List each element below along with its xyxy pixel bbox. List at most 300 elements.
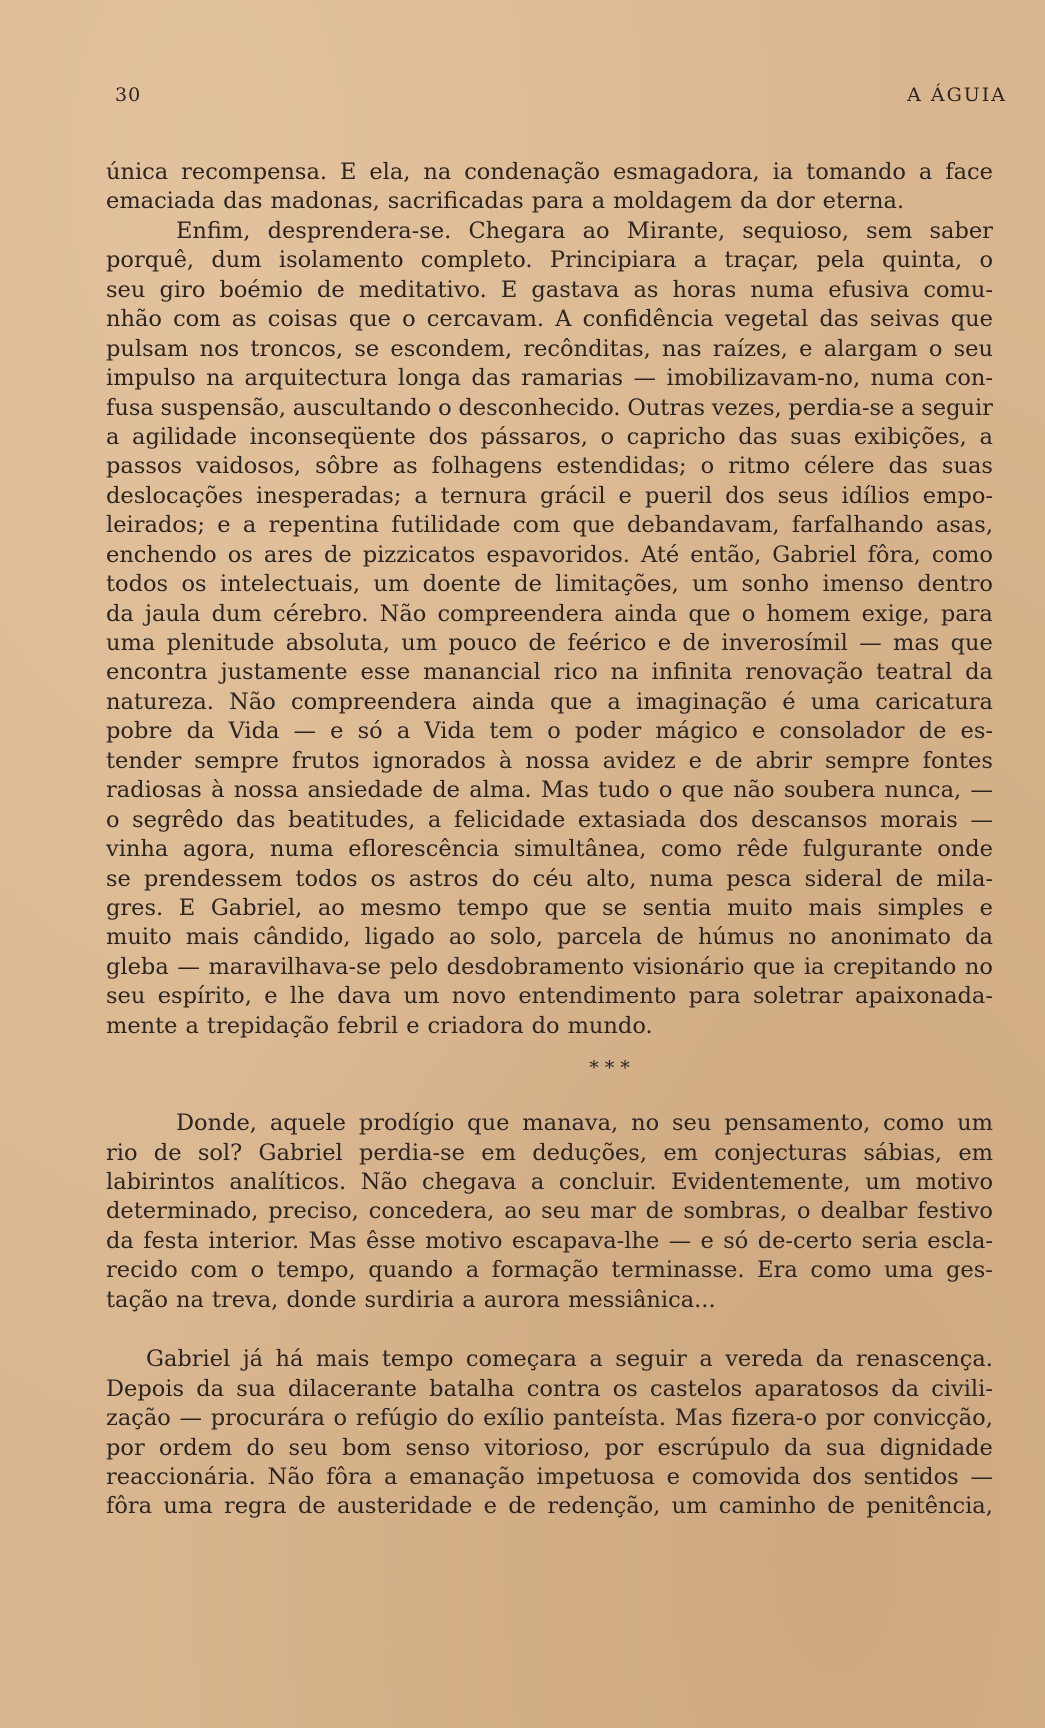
- word: simples: [877, 894, 965, 921]
- text-line: [106, 629, 993, 658]
- word: tudo: [598, 777, 650, 804]
- word: leirados;: [106, 512, 205, 539]
- word: do: [491, 865, 520, 892]
- word: em: [663, 1139, 698, 1166]
- word: mar: [590, 1198, 636, 1225]
- word: das: [236, 806, 276, 833]
- word: a: [979, 423, 993, 450]
- word: a: [414, 482, 428, 509]
- word: os: [612, 1375, 638, 1402]
- word: comovida: [691, 1463, 801, 1490]
- word: confidência: [582, 306, 714, 333]
- text-line: [106, 835, 993, 864]
- word: imobilizavam-no,: [666, 365, 861, 392]
- text-line: [106, 511, 993, 540]
- word: escla-: [927, 1227, 993, 1254]
- word: um: [671, 1493, 708, 1520]
- word: já: [242, 1346, 264, 1373]
- word: abrir: [755, 747, 813, 774]
- word: o: [547, 718, 561, 745]
- word: nunca,: [884, 777, 962, 804]
- word: e: [618, 482, 632, 509]
- word: com: [190, 1257, 238, 1284]
- word: pueril: [644, 482, 713, 509]
- word: Mas: [308, 1227, 357, 1254]
- word: vitorioso,: [484, 1434, 591, 1461]
- word: treva,: [211, 1286, 279, 1313]
- word: caminho: [718, 1493, 816, 1520]
- word: E: [500, 276, 518, 303]
- word: numa: [649, 865, 714, 892]
- word: de: [316, 276, 345, 303]
- word: um: [865, 1169, 902, 1195]
- word: as: [392, 453, 418, 480]
- word: tempo: [381, 1346, 454, 1373]
- running-head: A ÁGUIA: [907, 84, 1007, 106]
- word: ela,: [369, 159, 411, 185]
- word: nossa: [525, 747, 590, 774]
- word: zação: [106, 1405, 171, 1432]
- word: como: [810, 1257, 872, 1284]
- word: asas,: [935, 512, 993, 539]
- word: dos: [698, 806, 739, 833]
- word: maravilhava-se: [208, 953, 381, 980]
- word: das: [223, 188, 263, 215]
- word: da: [106, 1227, 134, 1254]
- word: grácil: [540, 482, 606, 509]
- word: que: [950, 306, 993, 333]
- word: contra: [526, 1375, 601, 1402]
- word: intelectuais,: [220, 571, 360, 598]
- word: sol?: [197, 1139, 243, 1166]
- word: da: [186, 718, 215, 745]
- word: agilidade: [132, 423, 237, 450]
- word: do: [446, 1405, 475, 1432]
- word: das: [888, 453, 928, 480]
- word: Gabriel,: [210, 894, 303, 921]
- word: Não: [229, 688, 276, 715]
- word: numa: [270, 836, 334, 863]
- word: à: [498, 747, 513, 774]
- text-line: [106, 246, 993, 275]
- word: pensamento,: [724, 1110, 871, 1137]
- word: emanação: [409, 1463, 525, 1490]
- word: escrúpulo: [657, 1434, 770, 1461]
- word: para: [531, 188, 584, 215]
- word: para: [688, 983, 741, 1010]
- paragraph-2: [106, 217, 993, 1041]
- word: e: [700, 1227, 714, 1254]
- word: Outras: [627, 394, 706, 421]
- word: natureza.: [106, 688, 214, 715]
- word: —: [970, 777, 993, 804]
- word: de: [297, 1493, 326, 1520]
- word: dor: [775, 188, 815, 215]
- text-line: [106, 1286, 993, 1315]
- word: descansos: [751, 806, 868, 833]
- text-line: [106, 923, 993, 952]
- word: consolador: [779, 718, 905, 745]
- word: preciso,: [268, 1198, 359, 1225]
- word: sacrificadas: [387, 188, 524, 215]
- word: es-: [960, 718, 993, 745]
- word: prendessem: [143, 865, 283, 892]
- word: nhão: [106, 306, 162, 333]
- word: castelos: [650, 1375, 743, 1402]
- word: analíticos.: [229, 1169, 347, 1195]
- word: exílio: [483, 1405, 545, 1432]
- word: os: [227, 541, 253, 568]
- word: absoluta,: [285, 630, 390, 656]
- word: suas: [941, 453, 993, 480]
- word: compreendera: [291, 688, 457, 715]
- word: mila-: [936, 865, 993, 892]
- word: tação: [106, 1286, 169, 1313]
- word: ges-: [946, 1257, 993, 1284]
- word: pela: [816, 247, 865, 274]
- word: da: [784, 1434, 812, 1461]
- word: ordem: [158, 1434, 233, 1461]
- word: —: [970, 806, 993, 833]
- word: A: [555, 306, 572, 333]
- word: renovação: [745, 659, 864, 686]
- word: caricatura: [875, 688, 993, 715]
- word: panteísta.: [552, 1405, 667, 1432]
- word: pássaros,: [480, 423, 588, 450]
- word: perdia-se: [359, 1139, 465, 1166]
- word: fôra,: [867, 541, 921, 568]
- word: debandavam,: [627, 512, 780, 539]
- word: e: [752, 718, 766, 745]
- text-line: [106, 1463, 993, 1492]
- word: em: [958, 1139, 993, 1166]
- word: no: [788, 924, 817, 951]
- word: o: [333, 1405, 348, 1432]
- word: pelo: [389, 953, 439, 980]
- word: que: [348, 306, 391, 333]
- word: rico: [553, 659, 598, 686]
- word: céu: [532, 865, 574, 892]
- word: alargam: [823, 335, 918, 362]
- word: muito: [106, 924, 172, 951]
- word: de: [918, 718, 947, 745]
- word: seu: [288, 1434, 328, 1461]
- word: as: [633, 276, 659, 303]
- word: gleba: [106, 953, 169, 980]
- word: sentia: [642, 894, 712, 921]
- word: o: [250, 1257, 265, 1284]
- word: a: [396, 718, 411, 745]
- word: felicidade: [453, 806, 566, 833]
- word: simultânea,: [513, 836, 647, 863]
- word: a: [589, 1346, 603, 1373]
- word: —: [859, 630, 882, 656]
- word: sentidos: [863, 1463, 959, 1490]
- word: os: [370, 865, 396, 892]
- text-line: [106, 187, 993, 216]
- body-text: [106, 158, 993, 1522]
- word: desdobramento: [446, 953, 625, 980]
- word: húmus: [697, 924, 775, 951]
- word: pouco: [448, 630, 517, 656]
- word: Principiara: [549, 247, 677, 274]
- word: vereda: [725, 1346, 804, 1373]
- word: estendidas;: [556, 453, 687, 480]
- word: da: [815, 1346, 844, 1373]
- word: a: [591, 188, 606, 215]
- word: na: [423, 159, 452, 185]
- word: sua: [826, 1434, 866, 1461]
- word: dos: [725, 482, 765, 509]
- word: ia: [803, 953, 825, 980]
- word: condenação: [464, 159, 601, 185]
- word: plenitude: [166, 630, 275, 656]
- word: idílios: [841, 482, 910, 509]
- word: e: [979, 894, 993, 921]
- word: horas: [672, 276, 737, 303]
- word: de: [714, 747, 743, 774]
- word: escondem,: [390, 335, 513, 362]
- word: Mas: [540, 777, 589, 804]
- text-line: [106, 452, 993, 481]
- word: austeridade: [336, 1493, 473, 1520]
- word: formação: [491, 1257, 599, 1284]
- text-line: [106, 364, 993, 393]
- word: gastava: [531, 276, 620, 303]
- word: mais: [808, 894, 862, 921]
- word: visionário: [632, 953, 745, 980]
- word: fontes: [922, 747, 993, 774]
- word: auscultando: [292, 394, 432, 421]
- word: terminasse.: [611, 1257, 745, 1284]
- word: compreendera: [437, 600, 604, 627]
- word: batalha: [429, 1375, 515, 1402]
- text-line: [106, 1375, 993, 1404]
- word: capricho: [626, 423, 726, 450]
- word: muito: [727, 894, 793, 921]
- word: das: [471, 365, 511, 392]
- word: festa: [143, 1227, 199, 1254]
- word: os: [181, 571, 207, 598]
- word: homem: [766, 600, 851, 627]
- word: espírito,: [157, 983, 252, 1010]
- word: jaula: [144, 600, 201, 627]
- word: a: [106, 423, 120, 450]
- word: êsse: [365, 1227, 416, 1254]
- word: Enfim,: [176, 217, 251, 244]
- word: farfalhando: [791, 512, 924, 539]
- word: é: [782, 688, 796, 715]
- word: e: [330, 718, 344, 745]
- word: trepidação: [206, 1012, 330, 1039]
- word: dignidade: [879, 1434, 993, 1461]
- word: vegetal: [724, 306, 809, 333]
- word: alma.: [469, 777, 532, 804]
- word: tender: [106, 747, 182, 774]
- word: Gabriel: [146, 1346, 231, 1373]
- word: exige,: [861, 600, 930, 627]
- word: Evidentemente,: [671, 1169, 851, 1195]
- word: um: [373, 571, 410, 598]
- word: um: [401, 630, 438, 656]
- text-line: [106, 688, 993, 717]
- word: a: [242, 512, 257, 539]
- text-line: [106, 1012, 993, 1041]
- word: meditativo.: [358, 276, 487, 303]
- text-line: [106, 894, 993, 923]
- word: esmagadora,: [612, 159, 760, 185]
- text-line: [106, 335, 993, 364]
- word: mente: [106, 1012, 178, 1039]
- word: das: [738, 423, 778, 450]
- word: de: [514, 571, 542, 598]
- word: e: [264, 983, 278, 1010]
- word: empo-: [922, 482, 993, 509]
- text-line: [106, 217, 993, 246]
- word: que: [753, 953, 796, 980]
- word: por: [604, 1434, 644, 1461]
- word: beatitudes,: [288, 806, 416, 833]
- word: seguir: [921, 394, 993, 421]
- word: cândido,: [253, 924, 351, 951]
- text-line: [106, 865, 993, 894]
- word: as: [231, 306, 257, 333]
- word: —: [177, 953, 200, 980]
- word: a: [530, 1169, 545, 1195]
- word: recônditas,: [523, 335, 651, 362]
- word: manava,: [522, 1110, 619, 1137]
- word: senso: [405, 1434, 470, 1461]
- word: começara: [465, 1346, 577, 1373]
- word: ainda: [471, 688, 535, 715]
- word: ternura: [440, 482, 528, 509]
- word: ao: [504, 1198, 532, 1225]
- word: deslocações: [106, 482, 244, 509]
- word: dos: [812, 1463, 852, 1490]
- word: motivo: [425, 1227, 503, 1254]
- word: giro: [159, 276, 206, 303]
- word: donde: [286, 1286, 357, 1313]
- text-line: [106, 806, 993, 835]
- word: espavoridos.: [486, 541, 630, 568]
- word: um: [957, 1110, 993, 1137]
- word: do: [246, 1434, 275, 1461]
- word: desconhecido.: [458, 394, 621, 421]
- word: boémio: [219, 276, 303, 303]
- word: nossa: [233, 777, 299, 804]
- word: emaciada: [106, 188, 216, 215]
- word: Não: [267, 1463, 315, 1490]
- word: entendimento: [518, 983, 677, 1010]
- paragraph-4: [106, 1345, 993, 1522]
- word: o: [928, 335, 943, 362]
- word: labirintos: [106, 1169, 215, 1195]
- word: e: [799, 335, 813, 362]
- word: nos: [199, 335, 240, 362]
- word: Não: [360, 1169, 408, 1195]
- word: regra: [223, 1493, 287, 1520]
- word: como: [883, 1110, 945, 1137]
- word: aquele: [269, 1110, 346, 1137]
- word: interior.: [208, 1227, 300, 1254]
- word: seu: [106, 983, 146, 1010]
- text-line: [106, 423, 993, 452]
- word: do: [531, 1012, 560, 1039]
- word: eflorescência: [348, 836, 500, 863]
- word: enchendo: [106, 541, 217, 568]
- word: agora,: [182, 836, 256, 863]
- word: como: [660, 836, 722, 863]
- word: con-: [944, 365, 993, 392]
- word: crepitando: [833, 953, 957, 980]
- word: que: [467, 1110, 510, 1137]
- page-number: 30: [115, 84, 142, 106]
- word: de: [508, 1493, 536, 1520]
- word: seu: [106, 276, 146, 303]
- word: justamente: [220, 659, 348, 686]
- word: —: [179, 1405, 203, 1432]
- word: mesmo: [360, 894, 442, 921]
- word: só: [357, 718, 383, 745]
- text-line: [106, 1168, 993, 1197]
- word: rio: [106, 1139, 138, 1166]
- word: ainda: [614, 600, 678, 627]
- text-line: [106, 305, 993, 334]
- word: fizera-o: [731, 1405, 817, 1432]
- word: da: [965, 659, 993, 686]
- word: onde: [937, 836, 993, 863]
- word: messiânica...: [568, 1286, 716, 1313]
- word: a: [901, 394, 915, 421]
- word: inverosímil: [721, 630, 848, 656]
- word: célere: [804, 453, 875, 480]
- word: ia: [772, 159, 794, 185]
- word: solo,: [489, 924, 543, 951]
- word: Mas: [674, 1405, 723, 1432]
- word: seu: [953, 335, 993, 362]
- word: de: [432, 777, 460, 804]
- word: recompensa.: [181, 159, 328, 185]
- word: porquê,: [106, 247, 195, 274]
- word: de: [323, 541, 352, 568]
- word: se: [106, 865, 131, 892]
- word: de-certo: [757, 1227, 853, 1254]
- word: por: [106, 1434, 145, 1461]
- word: o: [658, 777, 673, 804]
- text-line: [106, 658, 993, 687]
- word: quinta,: [881, 247, 963, 274]
- text-line: [106, 1404, 993, 1433]
- word: o: [438, 394, 452, 421]
- word: tempo,: [276, 1257, 356, 1284]
- word: a: [185, 1012, 199, 1039]
- word: tomando: [806, 159, 906, 185]
- word: sôbre: [315, 453, 379, 480]
- word: uma: [810, 688, 861, 715]
- word: alto,: [586, 865, 637, 892]
- word: E: [339, 159, 357, 185]
- word: na: [610, 659, 639, 686]
- word: lhe: [289, 983, 325, 1010]
- word: seus: [777, 482, 829, 509]
- word: conjecturas: [714, 1139, 848, 1166]
- word: na: [176, 1286, 204, 1313]
- section-separator: * * *: [589, 1057, 630, 1080]
- word: uma: [163, 1493, 213, 1520]
- word: fulgurante: [802, 836, 923, 863]
- word: mais: [315, 1346, 370, 1373]
- word: única: [106, 159, 169, 185]
